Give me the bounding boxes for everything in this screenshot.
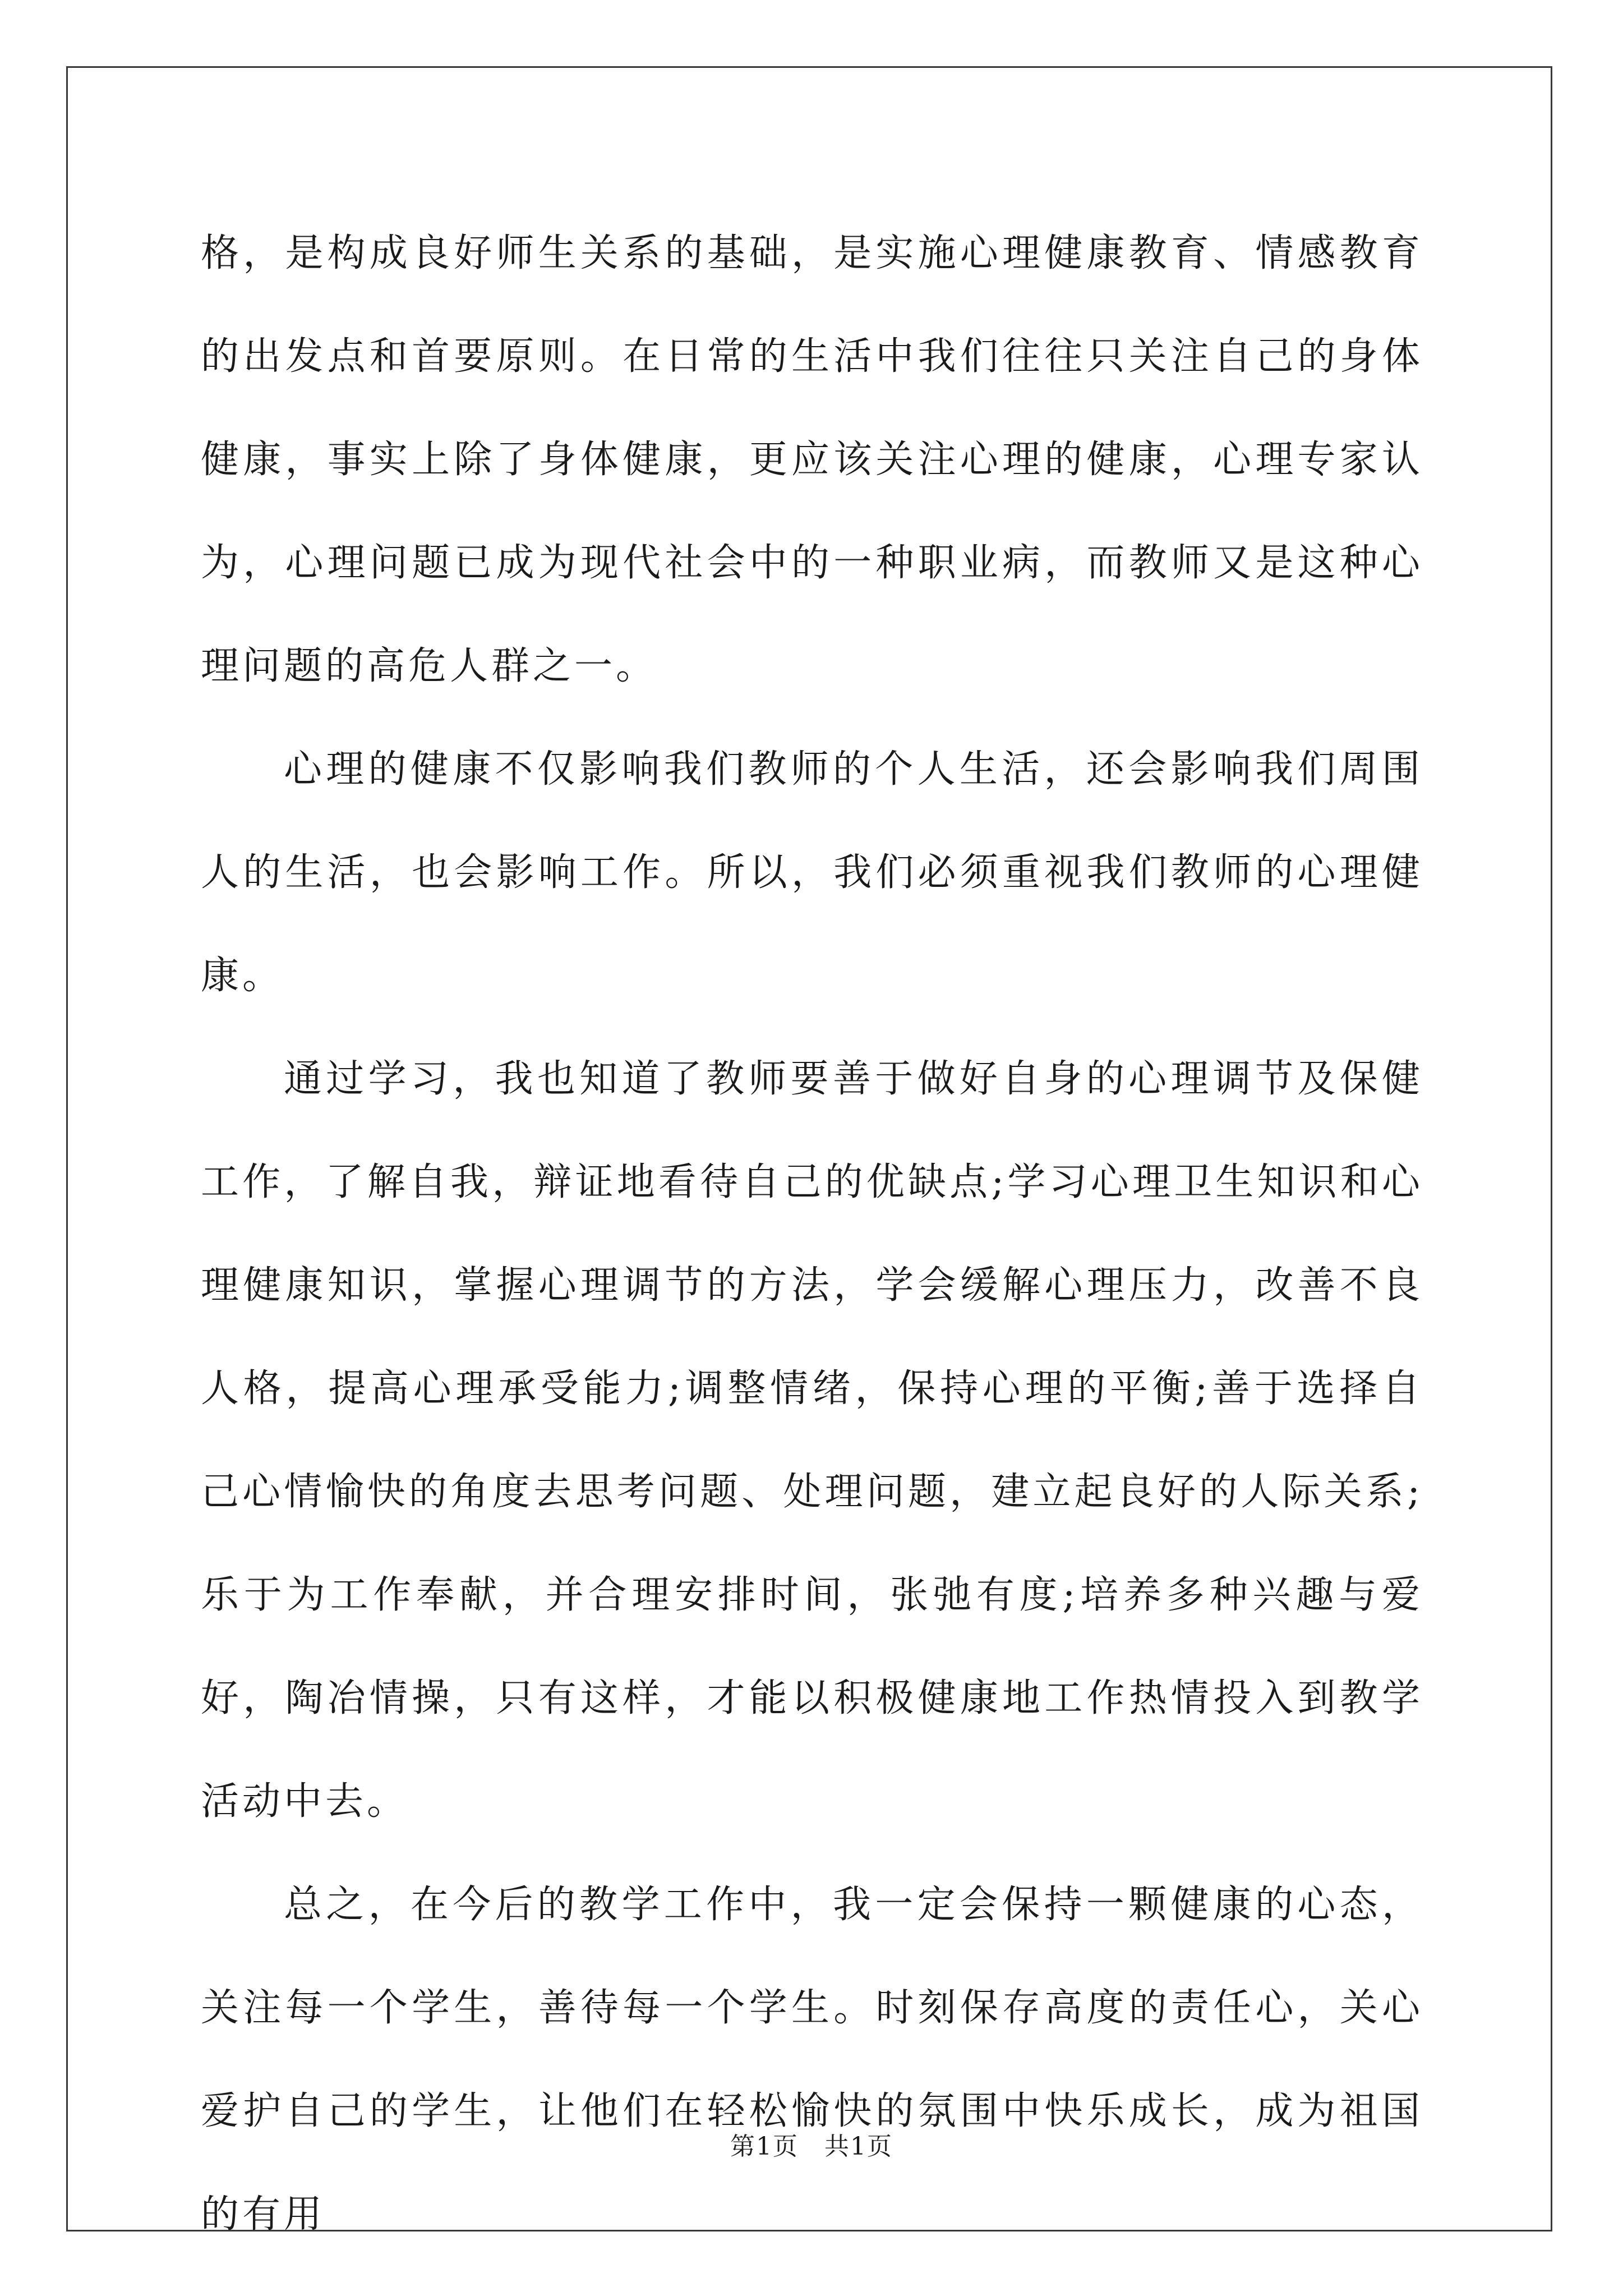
paragraph-2: 心理的健康不仅影响我们教师的个人生活，还会影响我们周围人的生活，也会影响工作。所以，我们必须重视我们教师的心理健康。 (201, 747, 1423, 998)
paragraph-1: 格，是构成良好师生关系的基础，是实施心理健康教育、情感教育的出发点和首要原则。在日常的生活中我们往往只关注自己的身体健康，事实上除了身体健康，更应该关注心理的健康，心理专家认为，心理问题已成为现代社会中的一种职业病，而教师又是这种心理问题的高危人群之一。 (201, 231, 1423, 688)
paragraph-3: 通过学习，我也知道了教师要善于做好自身的心理调节及保健工作，了解自我，辩证地看待自己的优缺点;学习心理卫生知识和心理健康知识，掌握心理调节的方法，学会缓解心理压力，改善不良人格，提高心理承受能力;调整情绪，保持心理的平衡;善于选择自己心情愉快的角度去思考问题、处理问题，建立起良好的人际关系;乐于为工作奉献，并合理安排时间，张弛有度;培养多种兴趣与爱好，陶冶情操，只有这样，才能以积极健康地工作热情投入到教学活动中去。 (201, 1057, 1423, 1824)
paragraph-4: 总之，在今后的教学工作中，我一定会保持一颗健康的心态，关注每一个学生，善待每一个学生。时刻保存高度的责任心，关心爱护自己的学生，让他们在轻松愉快的氛围中快乐成长，成为祖国的有用 (201, 1883, 1423, 2237)
document-body (201, 202, 1423, 2266)
page-footer: 第1页 共1页 (730, 2132, 893, 2161)
